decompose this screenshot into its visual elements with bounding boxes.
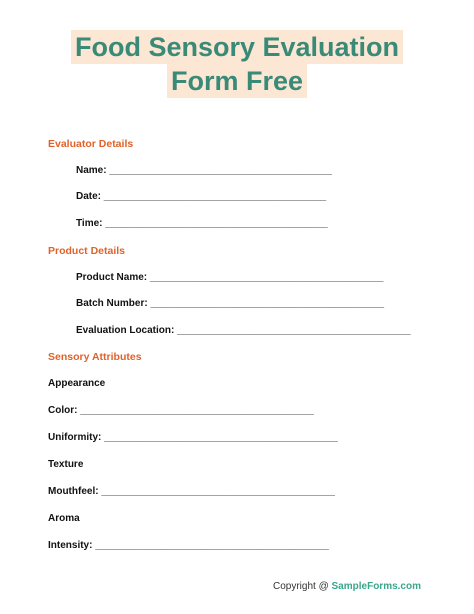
field-time[interactable]: Time: ________________________________________	[76, 218, 328, 229]
field-evaluation-location[interactable]: Evaluation Location: __________________________________________	[76, 325, 411, 336]
title-line-2: Form Free	[167, 64, 307, 98]
section-product-details: Product Details	[48, 245, 126, 257]
brand-link[interactable]: SampleForms.com	[331, 581, 421, 592]
page-title	[0, 30, 474, 98]
field-intensity[interactable]: Intensity: __________________________________________	[48, 540, 329, 551]
field-product-name[interactable]: Product Name: __________________________________________	[76, 272, 384, 283]
attribute-texture: Texture	[48, 459, 84, 470]
field-date[interactable]: Date: ________________________________________	[76, 191, 327, 202]
field-name[interactable]: Name: ________________________________________	[76, 165, 332, 176]
copyright-text: Copyright @	[273, 581, 332, 592]
title-line-1: Food Sensory Evaluation	[71, 30, 403, 64]
attribute-appearance: Appearance	[48, 378, 106, 389]
attribute-aroma: Aroma	[48, 513, 80, 524]
field-uniformity[interactable]: Uniformity: __________________________________________	[48, 432, 338, 443]
section-sensory-attributes: Sensory Attributes	[48, 351, 142, 363]
footer-copyright	[273, 580, 421, 594]
section-evaluator-details: Evaluator Details	[48, 138, 134, 150]
field-mouthfeel[interactable]: Mouthfeel: __________________________________________	[48, 486, 335, 497]
field-batch-number[interactable]: Batch Number: __________________________________________	[76, 298, 385, 309]
field-color[interactable]: Color: __________________________________________	[48, 405, 314, 416]
